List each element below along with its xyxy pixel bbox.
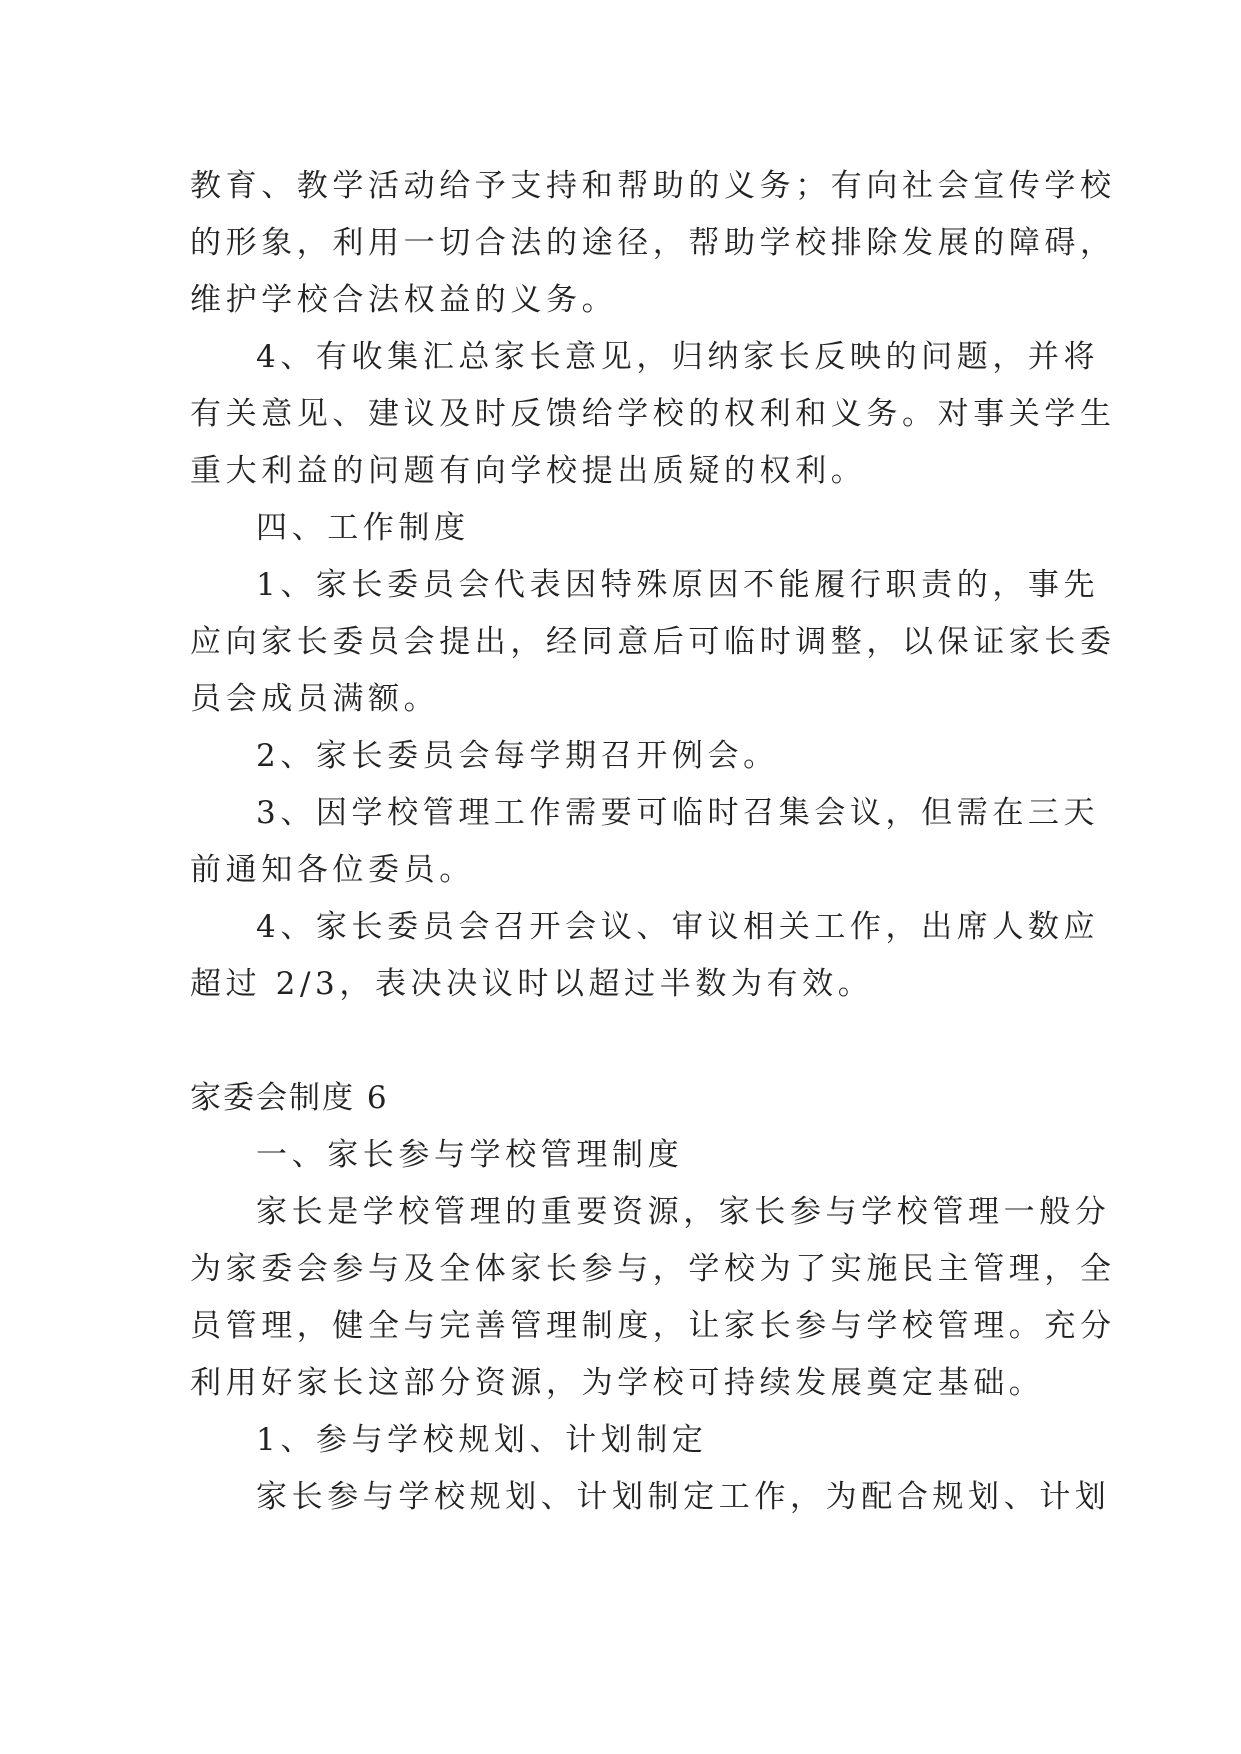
paragraph-line: 3、因学校管理工作需要可临时召集会议，但需在三天 (256, 795, 1100, 831)
paragraph-line: 2、家长委员会每学期召开例会。 (256, 738, 779, 774)
section-heading: 一、家长参与学校管理制度 (256, 1137, 684, 1173)
paragraph-line: 4、有收集汇总家长意见，归纳家长反映的问题，并将 (256, 339, 1100, 375)
subsection-heading: 1、参与学校规划、计划制定 (256, 1422, 708, 1458)
paragraph-line: 有关意见、建议及时反馈给学校的权利和义务。对事关学生 (190, 396, 1116, 432)
paragraph-line: 员管理，健全与完善管理制度，让家长参与学校管理。充分 (190, 1308, 1116, 1344)
paragraph-line: 员会成员满额。 (190, 681, 440, 717)
paragraph-line: 1、家长委员会代表因特殊原因不能履行职责的，事先 (256, 567, 1100, 603)
paragraph-line: 为家委会参与及全体家长参与，学校为了实施民主管理，全 (190, 1251, 1116, 1287)
paragraph-line: 超过 2/3，表决决议时以超过半数为有效。 (190, 966, 874, 1002)
paragraph-line: 家长参与学校规划、计划制定工作，为配合规划、计划 (256, 1479, 1111, 1515)
paragraph-line: 4、家长委员会召开会议、审议相关工作，出席人数应 (256, 909, 1100, 945)
document-section-title: 家委会制度 6 (190, 1080, 389, 1116)
paragraph-line: 利用好家长这部分资源，为学校可持续发展奠定基础。 (190, 1365, 1045, 1401)
paragraph-line: 的形象，利用一切合法的途径，帮助学校排除发展的障碍， (190, 225, 1116, 261)
paragraph-line: 前通知各位委员。 (190, 852, 475, 888)
paragraph-line: 重大利益的问题有向学校提出质疑的权利。 (190, 453, 867, 489)
paragraph-line: 教育、教学活动给予支持和帮助的义务；有向社会宣传学校 (190, 168, 1116, 204)
paragraph-line: 维护学校合法权益的义务。 (190, 282, 618, 318)
section-heading: 四、工作制度 (256, 510, 470, 546)
paragraph-line: 应向家长委员会提出，经同意后可临时调整，以保证家长委 (190, 624, 1116, 660)
paragraph-line: 家长是学校管理的重要资源，家长参与学校管理一般分 (256, 1194, 1111, 1230)
